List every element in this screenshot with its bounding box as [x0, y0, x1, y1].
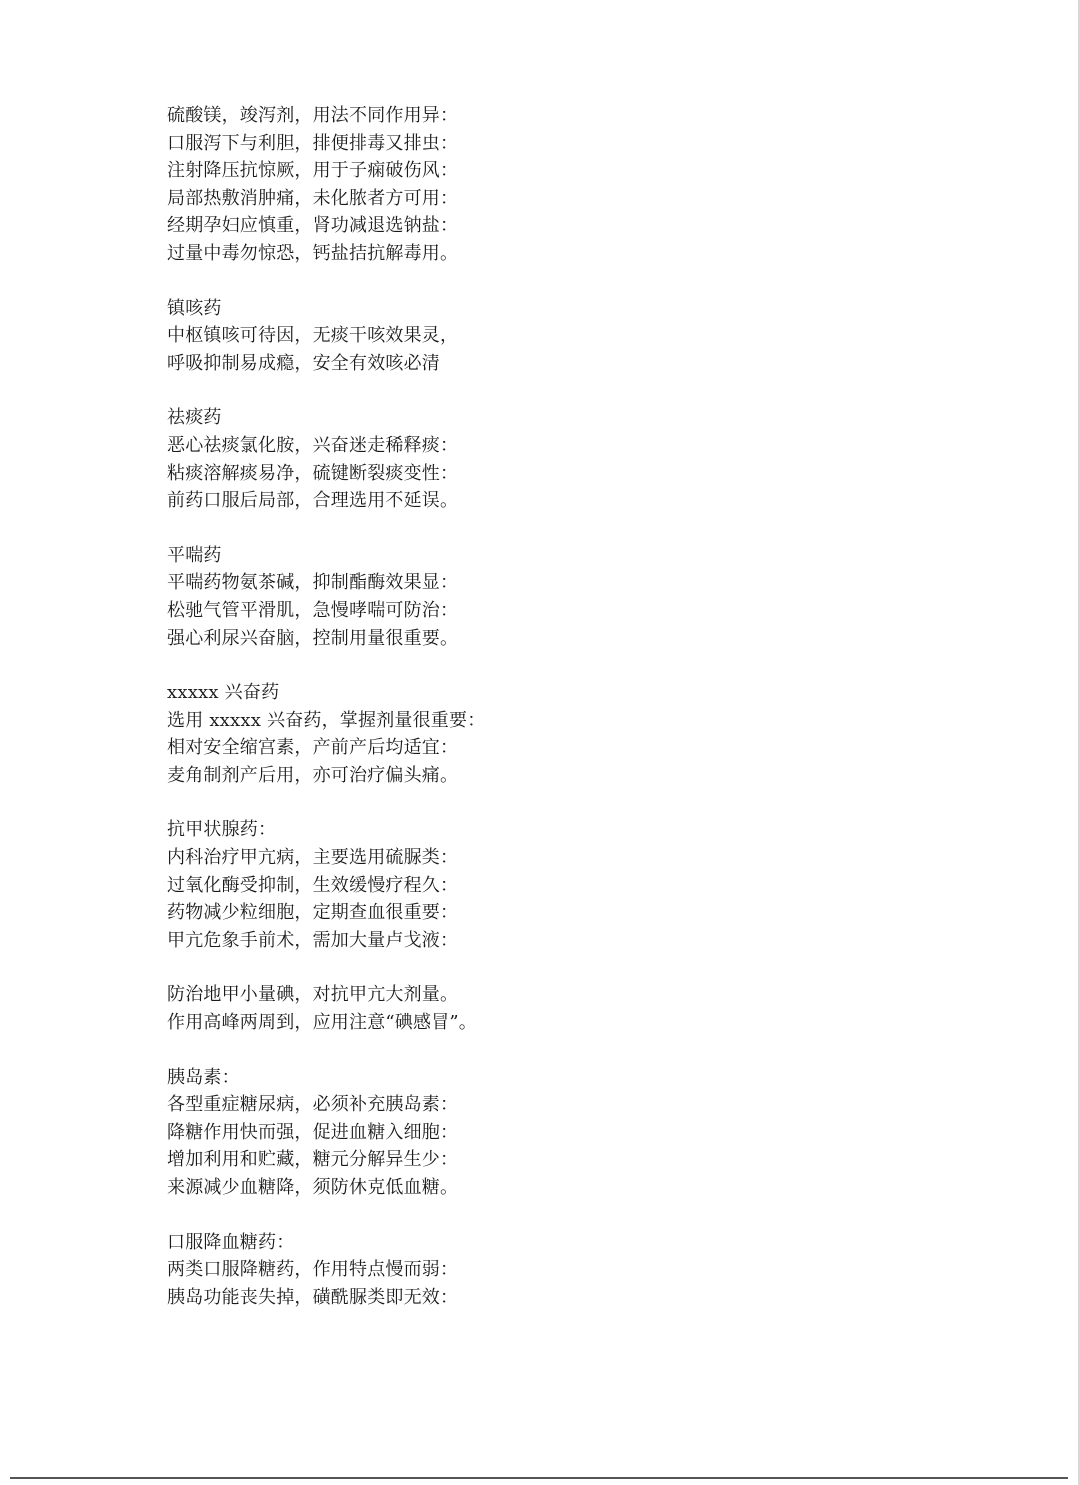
document-content: [167, 102, 1027, 1338]
verse-line: 平喘药物氨茶碱，抑制酯酶效果显：: [167, 572, 459, 594]
section-heading: 抗甲状腺药：: [167, 819, 277, 841]
verse-line: 降糖作用快而强，促进血糖入细胞：: [167, 1121, 459, 1143]
section-heading: xxxxx 兴奋药: [167, 682, 280, 704]
verse-line: 过氧化酶受抑制，生效缓慢疗程久：: [167, 874, 459, 896]
verse-line: 选用 xxxxx 兴奋药，掌握剂量很重要：: [167, 709, 486, 731]
verse-line: 来源减少血糖降，须防休克低血糖。: [167, 1177, 459, 1198]
section-expectorant: [167, 404, 1027, 514]
page-bottom-edge: [10, 1477, 1068, 1479]
verse-line: 强心利尿兴奋脑，控制用量很重要。: [167, 627, 459, 649]
verse-line: 防治地甲小量碘，对抗甲亢大剂量。: [167, 984, 459, 1006]
verse-line: 松驰气管平滑肌，急慢哮喘可防治：: [167, 599, 459, 621]
verse-line: 麦角制剂产后用，亦可治疗偏头痛。: [167, 764, 459, 786]
verse-line: 前药口服后局部，合理选用不延误。: [167, 490, 459, 512]
verse-line: 药物减少粒细胞，定期查血很重要：: [167, 902, 459, 924]
verse-line: 作用高峰两周到，应用注意“碘感冒”。: [167, 1012, 478, 1034]
section-antithyroid: [167, 816, 1027, 954]
verse-line: 两类口服降糖药，作用特点慢而弱：: [167, 1259, 459, 1281]
verse-line: 局部热敷消肿痛，未化脓者方可用：: [167, 187, 459, 209]
section-iodine: [167, 981, 1027, 1036]
section-heading: 口服降血糖药：: [167, 1231, 295, 1253]
verse-line: 内科治疗甲亢病，主要选用硫脲类：: [167, 847, 459, 869]
section-heading: 镇咳药: [167, 297, 222, 319]
verse-line: 恶心祛痰氯化胺，兴奋迷走稀释痰：: [167, 434, 459, 456]
verse-line: 口服泻下与利胆，排便排毒又排虫：: [167, 132, 459, 154]
verse-line: 相对安全缩宫素，产前产后均适宜：: [167, 737, 459, 759]
verse-line: 呼吸抑制易成瘾，安全有效咳必清: [167, 352, 440, 374]
verse-line: 胰岛功能丧失掉，磺酰脲类即无效：: [167, 1286, 459, 1308]
verse-line: 甲亢危象手前术，需加大量卢戈液：: [167, 929, 459, 951]
section-antitussive: [167, 295, 1027, 378]
section-insulin: [167, 1064, 1027, 1202]
verse-line: 过量中毒勿惊恐，钙盐拮抗解毒用。: [167, 242, 459, 264]
section-heading: 平喘药: [167, 544, 222, 566]
section-uterine-stimulant: [167, 679, 1027, 789]
section-oral-hypoglycemic: [167, 1229, 1027, 1312]
section-heading: 胰岛素：: [167, 1066, 240, 1088]
section-antiasthmatic: [167, 542, 1027, 652]
section-heading: 祛痰药: [167, 407, 222, 429]
verse-line: 增加利用和贮藏，糖元分解异生少：: [167, 1149, 459, 1171]
verse-line: 经期孕妇应慎重，肾功减退选钠盐：: [167, 215, 459, 237]
verse-line: 硫酸镁，竣泻剂，用法不同作用异：: [167, 105, 459, 126]
verse-line: 粘痰溶解痰易净，硫键断裂痰变性：: [167, 462, 459, 484]
verse-line: 注射降压抗惊厥，用于子痫破伤风：: [167, 160, 459, 182]
verse-line: 中枢镇咳可待因，无痰干咳效果灵，: [167, 325, 459, 347]
section-magnesium-sulfate: [167, 102, 1027, 268]
verse-line: 各型重症糖尿病，必须补充胰岛素：: [167, 1094, 459, 1116]
